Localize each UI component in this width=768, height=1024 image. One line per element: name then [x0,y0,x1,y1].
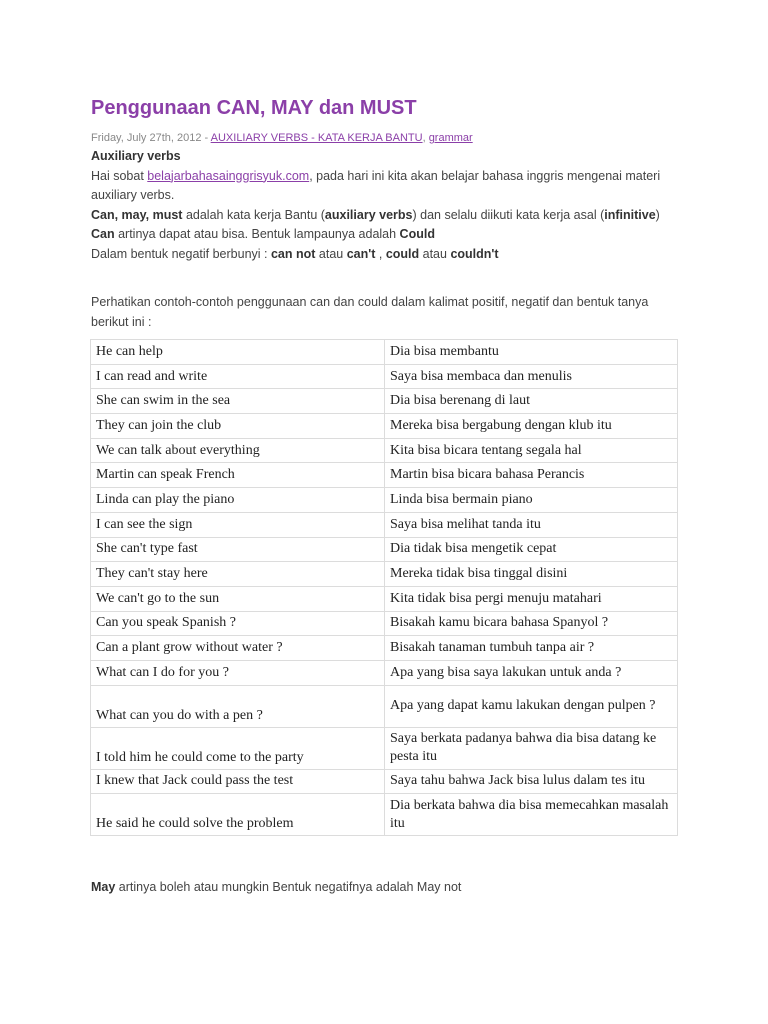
negative-form-line [91,245,681,265]
site-link[interactable]: belajarbahasainggrisyuk.com [147,168,310,183]
english-sentence-cell: I told him he could come to the party [91,727,385,769]
english-sentence-cell: Can a plant grow without water ? [91,636,385,661]
indonesian-translation-cell: Mereka bisa bergabung dengan klub itu [385,414,678,439]
table-row [91,364,678,389]
indonesian-translation-cell: Bisakah kamu bicara bahasa Spanyol ? [385,611,678,636]
table-row [91,512,678,537]
intro-text: Hai sobat [91,168,148,183]
definition-line [91,206,681,226]
category-link-auxiliary-verbs[interactable]: AUXILIARY VERBS - KATA KERJA BANTU [210,132,423,144]
bold-term: Can, may, must [91,207,183,222]
definition-text: , [375,246,386,261]
bold-term: couldn't [450,246,499,261]
indonesian-translation-cell: Dia berkata bahwa dia bisa memecahkan masalah itu [385,794,678,836]
english-sentence-cell: He can help [91,340,385,365]
indonesian-translation-cell: Kita tidak bisa pergi menuju matahari [385,586,678,611]
examples-intro: Perhatikan contoh-contoh penggunaan can dan could dalam kalimat positif, negatif dan bentuk tanya berikut ini : [91,295,649,329]
bold-term: can not [270,246,316,261]
definition-text: atau [419,246,451,261]
english-sentence-cell: She can't type fast [91,537,385,562]
english-sentence-cell: He said he could solve the problem [91,794,385,836]
english-sentence-cell: What can you do with a pen ? [91,685,385,727]
bold-term: infinitive [604,207,656,222]
definition-text: adalah kata kerja Bantu ( [182,207,325,222]
english-sentence-cell: We can't go to the sun [91,586,385,611]
intro-text: , pada hari ini kita akan belajar bahasa inggris mengenai materi auxiliary verbs. [91,168,661,202]
table-row [91,685,678,727]
indonesian-translation-cell: Dia bisa membantu [385,340,678,365]
table-row [91,537,678,562]
table-row [91,389,678,414]
table-row [91,488,678,513]
table-row [91,414,678,439]
table-row [91,794,678,836]
may-paragraph [91,878,681,898]
can-meaning-line [91,225,681,245]
post-meta [91,132,473,144]
table-row [91,586,678,611]
table-row [91,727,678,769]
definition-text: artinya dapat atau bisa. Bentuk lampaunya adalah [114,227,400,241]
definition-text: atau [315,246,347,261]
table-row [91,636,678,661]
category-link-grammar[interactable]: grammar [428,132,473,144]
table-row [91,340,678,365]
post-title: Penggunaan CAN, MAY dan MUST [91,97,417,119]
table-row [91,438,678,463]
indonesian-translation-cell: Bisakah tanaman tumbuh tanpa air ? [385,636,678,661]
definition-text: ) [655,207,660,222]
english-sentence-cell: They can't stay here [91,562,385,587]
english-sentence-cell: Linda can play the piano [91,488,385,513]
indonesian-translation-cell: Apa yang dapat kamu lakukan dengan pulpen ? [385,685,678,727]
indonesian-translation-cell: Saya bisa membaca dan menulis [385,364,678,389]
bold-term: Could [399,227,435,241]
indonesian-translation-cell: Martin bisa bicara bahasa Perancis [385,463,678,488]
indonesian-translation-cell: Dia bisa berenang di laut [385,389,678,414]
english-sentence-cell: They can join the club [91,414,385,439]
indonesian-translation-cell: Saya berkata padanya bahwa dia bisa datang ke pesta itu [385,727,678,769]
bold-term: Can [91,227,115,241]
may-text: artinya boleh atau mungkin Bentuk negatifnya adalah May not [115,880,462,894]
bold-term: can't [346,246,376,261]
table-row [91,611,678,636]
english-sentence-cell: Martin can speak French [91,463,385,488]
bold-term: could [385,246,420,261]
meta-separator: , [422,132,429,144]
table-row [91,660,678,685]
definition-text: ) dan selalu diikuti kata kerja asal ( [412,207,605,222]
indonesian-translation-cell: Saya bisa melihat tanda itu [385,512,678,537]
english-sentence-cell: I knew that Jack could pass the test [91,769,385,794]
indonesian-translation-cell: Saya tahu bahwa Jack bisa lulus dalam tes itu [385,769,678,794]
indonesian-translation-cell: Apa yang bisa saya lakukan untuk anda ? [385,660,678,685]
indonesian-translation-cell: Kita bisa bicara tentang segala hal [385,438,678,463]
english-sentence-cell: Can you speak Spanish ? [91,611,385,636]
indonesian-translation-cell: Dia tidak bisa mengetik cepat [385,537,678,562]
bold-term: May [91,880,116,894]
section-heading: Auxiliary verbs [91,149,181,163]
table-row [91,463,678,488]
definition-text: Dalam bentuk negatif berbunyi : [91,246,271,261]
indonesian-translation-cell: Linda bisa bermain piano [385,488,678,513]
intro-paragraph [91,167,681,206]
english-sentence-cell: I can read and write [91,364,385,389]
post-date: Friday, July 27th, 2012 - [91,132,211,144]
bold-term: auxiliary verbs [324,207,413,222]
examples-table [90,339,678,836]
english-sentence-cell: I can see the sign [91,512,385,537]
table-row [91,562,678,587]
intro-section [91,147,681,264]
english-sentence-cell: We can talk about everything [91,438,385,463]
english-sentence-cell: What can I do for you ? [91,660,385,685]
indonesian-translation-cell: Mereka tidak bisa tinggal disini [385,562,678,587]
english-sentence-cell: She can swim in the sea [91,389,385,414]
table-row [91,769,678,794]
